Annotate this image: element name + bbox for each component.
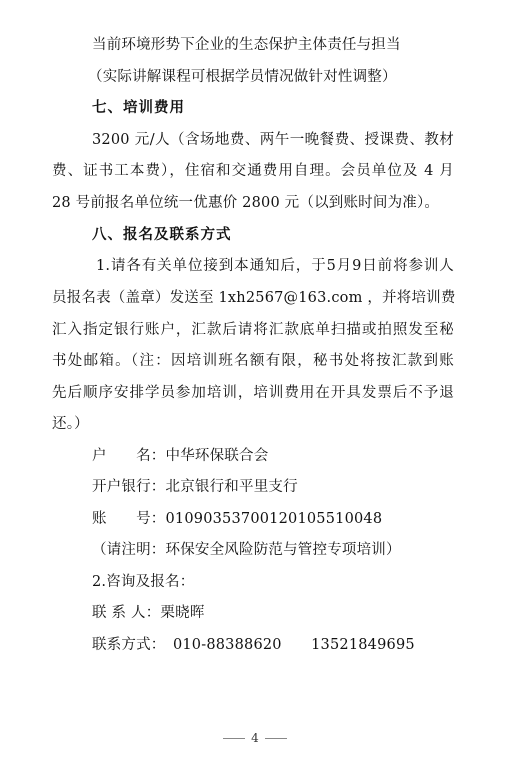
fee-paragraph-line-1: 3200 元/人（含场地费、两午一晚餐费、授课费、教材 bbox=[92, 132, 454, 148]
registration-paragraph-line-1: 1.请各有关单位接到本通知后，于5月9日前将参训人 bbox=[96, 258, 454, 274]
inquiry-heading-line: 2.咨询及报名： bbox=[92, 574, 195, 590]
registration-paragraph-line-3: 汇入指定银行账户，汇款后请将汇款底单扫描或拍照发至秘 bbox=[52, 322, 454, 338]
registration-paragraph-line-2: 员报名表（盖章）发送至 1xh2567@163.com ，并将培训费 bbox=[52, 290, 456, 306]
registration-paragraph-line-6: 还。） bbox=[52, 416, 89, 432]
contact-phone-line: 联系方式： 010-88388620 13521849695 bbox=[92, 637, 415, 653]
contact-person-line: 联 系 人：栗晓晖 bbox=[92, 605, 205, 621]
course-note-line: （实际讲解课程可根据学员情况做针对性调整） bbox=[88, 69, 397, 85]
registration-paragraph-line-4: 书处邮箱。（注：因培训班名额有限，秘书处将按汇款到账 bbox=[52, 353, 454, 369]
fee-paragraph-line-3: 28 号前报名单位统一优惠价 2800 元（以到账时间为准）。 bbox=[52, 195, 440, 211]
section-heading-fees: 七、培训费用 bbox=[92, 99, 185, 116]
page-number: 4 bbox=[251, 731, 259, 745]
footer-dash-right bbox=[265, 738, 287, 739]
course-topic-line: 当前环境形势下企业的生态保护主体责任与担当 bbox=[92, 37, 401, 53]
remittance-note-line: （请注明：环保安全风险防范与管控专项培训） bbox=[92, 542, 401, 558]
section-heading-registration: 八、报名及联系方式 bbox=[92, 226, 232, 243]
registration-paragraph-line-5: 先后顺序安排学员参加培训，培训费用在开具发票后不予退 bbox=[52, 385, 454, 401]
page-footer bbox=[0, 728, 510, 748]
fee-paragraph-line-2: 费、证书工本费），住宿和交通费用自理。会员单位及 4 月 bbox=[52, 163, 454, 179]
footer-dash-left bbox=[223, 738, 245, 739]
bank-name-line: 开户银行：北京银行和平里支行 bbox=[92, 479, 298, 495]
account-number-line: 账 号：01090353700120105510048 bbox=[92, 511, 383, 527]
account-name-line: 户 名：中华环保联合会 bbox=[92, 448, 269, 464]
